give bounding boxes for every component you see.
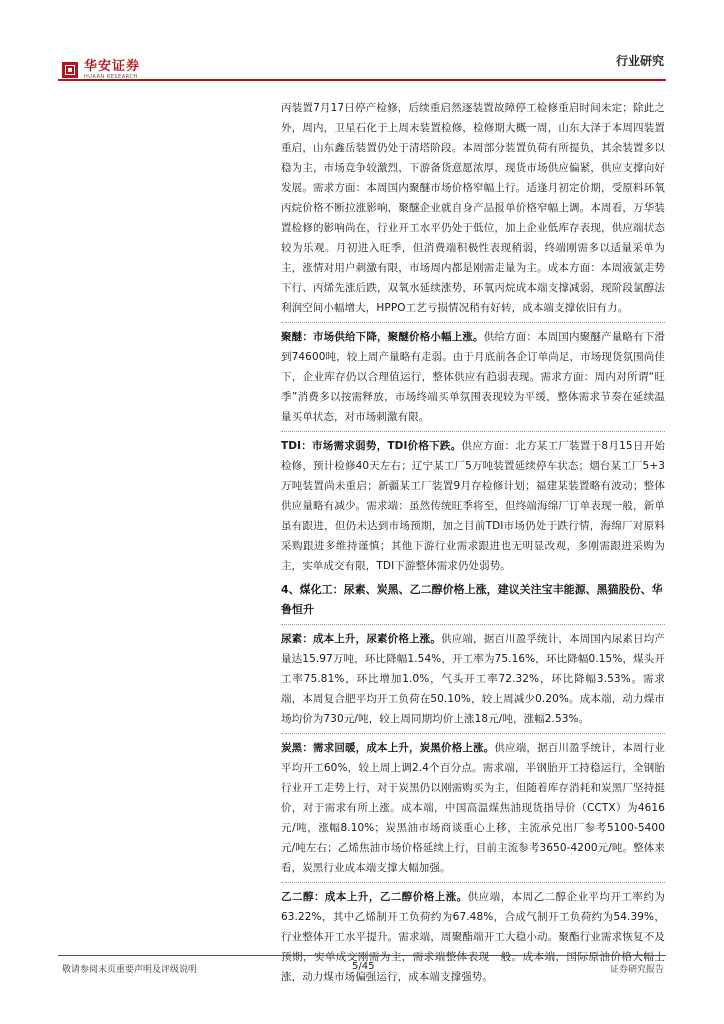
section-text: 供应方面：北方某工厂装置于8月15日开始检修，预计检修40天左右；辽宁某工厂5万吨装置延续停车状态；烟台某工厂5+3万吨装置尚未重启；新疆某工厂装置9月存检修计划；福建某装置略有波动；整体供应量略有减少。需求端：虽然传统旺季将至，但终端海绵厂订单表现一般，新单虽有跟进，但仍未达到市场预期，加之目前TDI市场仍处于跌行情，海绵厂对原料采购跟进多维持谨慎；其他下游行业需求跟进也无明显改观，多刚需跟进采购为主，实单成交有限，TDI下游整体需求仍处弱势。 <box>281 440 665 572</box>
logo-seal-icon <box>62 62 78 78</box>
report-type: 行业研究 <box>615 54 664 68</box>
section-heading: 聚醚：市场供给下降，聚醚价格小幅上涨。 <box>281 331 484 343</box>
section-polyether <box>281 322 665 427</box>
main-content <box>281 98 665 987</box>
logo-en-text: HUAAN RESEARCH <box>84 74 138 80</box>
page-number: 5/45 <box>352 961 375 972</box>
footer-disclaimer: 敬请参阅末页重要声明及评级说明 <box>62 965 198 975</box>
section-urea <box>281 624 665 729</box>
header-divider <box>58 79 666 81</box>
section-heading: 乙二醇：成本上升，乙二醇价格上涨。 <box>281 891 468 903</box>
section-heading: 尿素：成本上升，尿素价格上涨。 <box>281 633 442 645</box>
logo-cn-text: 华安证券 <box>84 59 141 74</box>
page-header <box>0 0 724 84</box>
footer-report-label: 证券研究报告 <box>609 965 664 975</box>
section-title-coal-chemical: 4、煤化工：尿素、炭黑、乙二醇价格上涨，建议关注宝丰能源、黑猫股份、华鲁恒升 <box>281 583 663 616</box>
section-heading: TDI：市场需求弱势，TDI价格下跌。 <box>281 440 462 452</box>
section-carbon-black <box>281 733 665 878</box>
footer-divider <box>58 955 666 956</box>
section-tdi <box>281 431 665 576</box>
section-text: 供应端，据百川盈孚统计，本周行业平均开工60%，较上周上调2.4个百分点。需求端，半钢胎开工持稳运行，全钢胎行业开工走势上行，对于炭黑仍以刚需购买为主，但随着库存消耗和炭黑厂坚持挺价，对于需求有所上涨。成本端，中国高温煤焦油现货指导价（CCTX）为4616元/吨，涨幅8.10%；炭黑油市场商谈重心上移，主流承兑出厂参考5100-5400元/吨左右；乙烯焦油市场价格延续上行，目前主流参考3650-4200元/吨。整体来看，炭黑行业成本端支撑大幅加强。 <box>281 742 665 874</box>
paragraph-continued: 丙装置7月17日停产检修，后续重启然逐装置故障停工检修重启时间未定；除此之外，周内，卫星石化于上周末装置检修，检修期大概一周，山东大泽于本周四装置重启，山东鑫岳装置仍处于清塔阶段。本周部分装置负荷有所提负，其余装置多以稳为主，市场竞争较激烈，下游备货意愿浓厚，现货市场供应偏紧，供应支撑向好发展。需求方面：本周国内聚醚市场价格窄幅上行。适逢月初定价期，受原料环氧丙烷价格不断拉涨影响，聚醚企业就自身产品报单价格窄幅上调。本周看，万华装置检修的影响尚在，行业开工水平仍处于低位，加上企业低库存表现，供应端状态较为乐观。月初进入旺季，但消费端积极性表现稍弱，终端刚需多以适量采单为主，涨情对用户刺激有限，市场周内都是刚需走量为主。成本方面：本周液氯走势下行、丙烯先涨后跌，双氧水延续涨势，环氧丙烷成本端支撑减弱，现阶段氯醇法利润空间小幅增大，HPPO工艺亏损情况稍有好转，成本端支撑依旧有力。 <box>281 102 665 314</box>
section-text: 供给方面：本周国内聚醚产量略有下滑到74600吨，较上周产量略有走弱。由于月底前各企订单尚足，市场现货氛围尚佳下，企业库存仍以合理值运行，整体供应有趋弱表现。需求方面：周内对所谓“旺季”消费多以按需释放，市场终端买单氛围表现较为平缓，整体需求节奏在延续温量买单状态，对市场刺激有限。 <box>281 331 665 423</box>
section-text: 供应端，据百川盈孚统计，本周国内尿素日均产量达15.97万吨，环比降幅1.54%，开工率为75.16%，环比降幅0.15%，煤头开工率75.81%，环比增加1.0%，气头开工率72.32%，环比降幅3.53%。需求端，本周复合肥平均开工负荷在50.10%，较上周减少0.20%。成本端，动力煤市场均价为730元/吨，较上周同期均价上涨18元/吨，涨幅2.53%。 <box>281 633 665 725</box>
company-logo <box>62 60 140 80</box>
section-heading: 炭黑：需求回暖，成本上升，炭黑价格上涨。 <box>281 742 495 754</box>
section-ethylene-glycol <box>281 882 665 987</box>
section-text: 供应端，本周乙二醇企业平均开工率约为63.22%，其中乙烯制开工负荷约为67.48%，合成气制开工负荷约为54.39%，行业整体开工水平提升。需求端，周聚酯端开工大稳小动。聚酯行业需求恢复不及预期，实单成交刚需为主，需求端整体表现一般。成本端，国际原油价格大幅上涨，动力煤市场偏强运行，成本端支撑强势。 <box>281 891 665 983</box>
